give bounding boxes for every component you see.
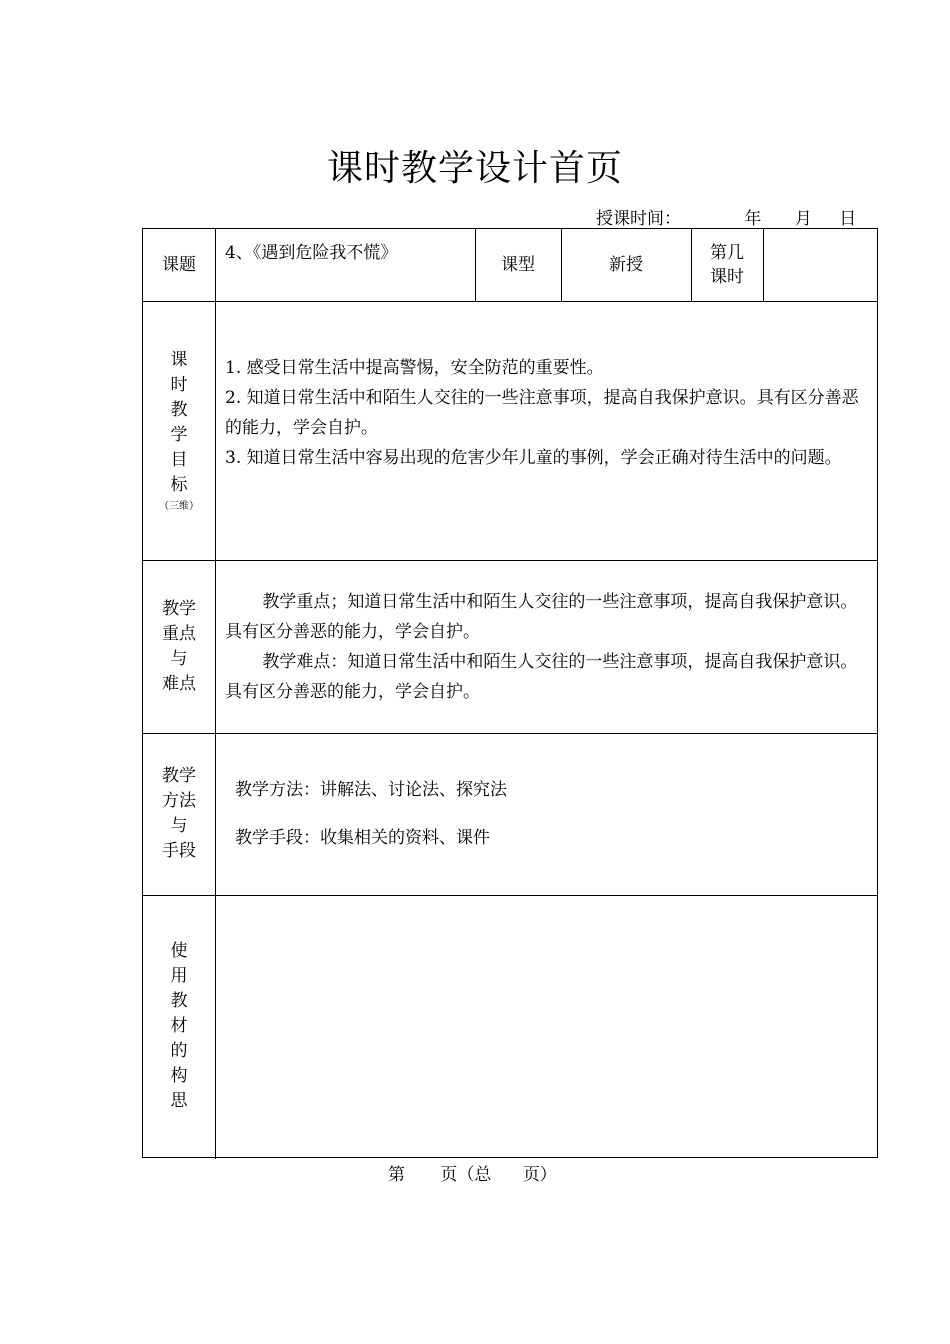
period-value <box>763 229 877 301</box>
row-divider <box>143 301 877 302</box>
objectives-content <box>225 353 871 473</box>
row-divider <box>143 733 877 734</box>
objective-item: 3. 知道日常生活中容易出现的危害少年儿童的事例，学会正确对待生活中的问题。 <box>225 448 842 468</box>
footer-prefix: 第 <box>388 1165 405 1185</box>
objective-item: 1. 感受日常生活中提高警惕，安全防范的重要性。 <box>225 358 604 378</box>
period-label: 第几 课时 <box>710 243 744 287</box>
objectives-label: 课 时 教 学 目 标 （三维） <box>159 349 199 512</box>
lesson-design-table <box>142 228 878 1158</box>
row-divider <box>143 560 877 561</box>
teaching-method: 教学方法：讲解法、讨论法、探究法 <box>235 780 507 800</box>
topic-value: 4、《遇到危险我不慌》 <box>225 243 398 263</box>
type-value: 新授 <box>609 255 643 275</box>
date-line <box>596 204 856 229</box>
type-label: 课型 <box>501 255 535 275</box>
footer-suffix: 页） <box>522 1165 557 1185</box>
key-points-content <box>225 587 871 707</box>
objectives-note: （三维） <box>159 500 199 512</box>
date-label: 授课时间： <box>596 209 681 229</box>
teaching-means: 教学手段：收集相关的资料、课件 <box>235 828 490 848</box>
methods-label: 教学 方法 与 手段 <box>162 766 196 861</box>
month-label: 月 <box>794 209 812 229</box>
row-divider <box>143 895 877 896</box>
column-divider <box>215 229 216 1159</box>
objective-item: 2. 知道日常生活中和陌生人交往的一些注意事项，提高自我保护意识。具有区分善恶的能力，学会自护。 <box>225 388 859 438</box>
key-point-paragraph: 教学重点；知道日常生活中和陌生人交往的一些注意事项，提高自我保护意识。具有区分善恶的能力，学会自护。 <box>225 592 858 642</box>
difficult-point-paragraph: 教学难点：知道日常生活中和陌生人交往的一些注意事项，提高自我保护意识。具有区分善恶的能力，学会自护。 <box>225 652 858 702</box>
page-footer <box>388 1160 557 1185</box>
year-label: 年 <box>744 209 762 229</box>
materials-label: 使 用 教 材 的 构 思 <box>170 941 188 1111</box>
footer-mid: 页（总 <box>440 1165 492 1185</box>
key-points-label: 教学 重点 与 难点 <box>162 598 196 694</box>
day-label: 日 <box>839 209 857 229</box>
topic-label: 课题 <box>162 255 196 275</box>
page-title: 课时教学设计首页 <box>326 148 623 189</box>
